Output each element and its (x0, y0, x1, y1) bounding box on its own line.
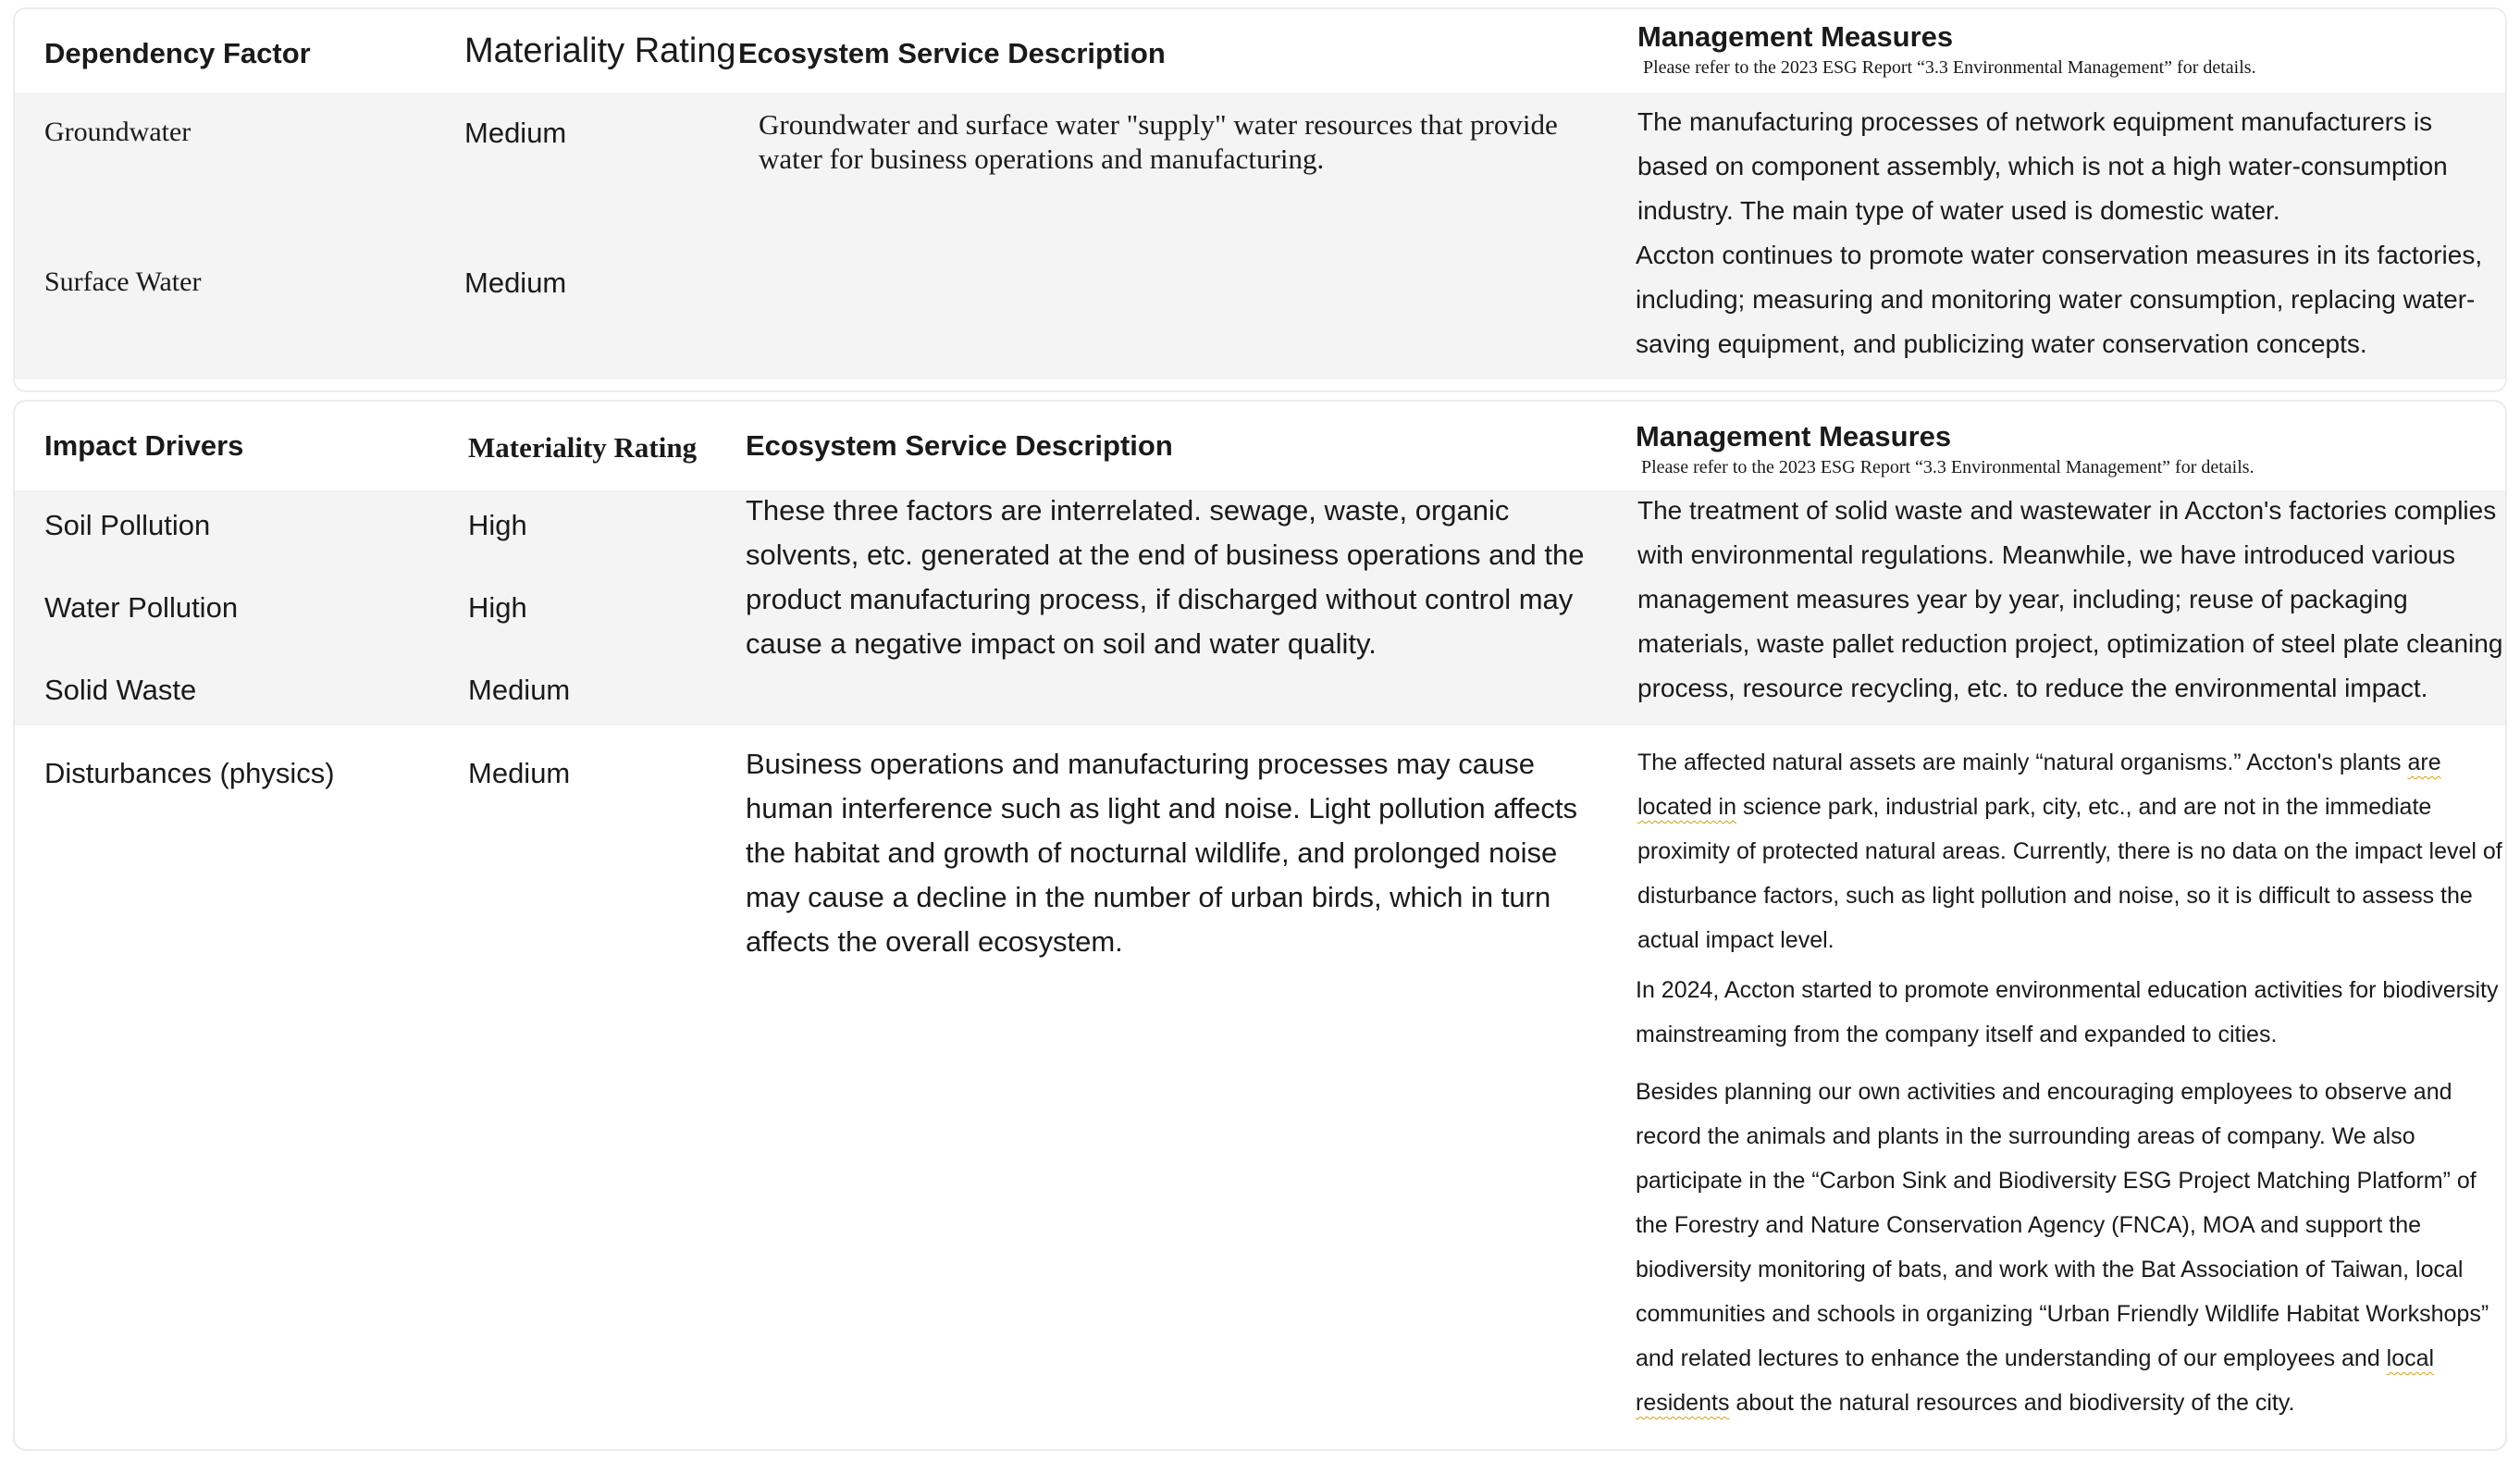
rating-water-pollution: High (468, 591, 527, 624)
impact-table (13, 400, 2507, 1451)
disturbance-measures-p2: In 2024, Accton started to promote environmental education activities for biodiversity mainstreaming from the company itself and expanded to cities. (1636, 977, 2499, 1047)
driver-solid-waste: Solid Waste (44, 674, 197, 706)
rating-disturbances: Medium (468, 757, 571, 789)
driver-water-pollution: Water Pollution (44, 591, 239, 624)
management-measures-note: Please refer to the 2023 ESG Report “3.3 Environmental Management” for details. (1643, 57, 2256, 78)
rating-soil-pollution: High (468, 509, 527, 541)
driver-soil-pollution: Soil Pollution (44, 509, 211, 541)
factor-surface-water: Surface Water (44, 266, 202, 297)
dependency-table (13, 7, 2507, 392)
p1-spellcheck: are located in (1637, 750, 2441, 820)
header-management-measures-2: Management Measures (1636, 420, 1952, 452)
p3-spellcheck: local residents (1636, 1345, 2435, 1416)
rating-solid-waste: Medium (468, 674, 571, 706)
header-dependency-factor: Dependency Factor (44, 37, 311, 69)
dependency-measures-text-1: The manufacturing processes of network equipment manufacturers is based on component assembly, which is not a high water-consumption industry. The main type of water used is domestic water. (1637, 107, 2448, 225)
header-ecosystem-description: Ecosystem Service Description (738, 37, 1166, 69)
dependency-description: Groundwater and surface water "supply" water resources that provide water for business operations and manufacturing. (759, 108, 1558, 175)
management-measures-note-2: Please refer to the 2023 ESG Report “3.3 Environmental Management” for details. (1641, 457, 2254, 477)
disturbance-description: Business operations and manufacturing processes may cause human interference such as light and noise. Light pollution affects the habitat and growth of nocturnal wildlife, and prolonged noise may cause a decline in the number of urban birds, which in turn affects the overall ecosystem. (746, 748, 1577, 958)
p3-text-b: about the natural resources and biodiversity of the city. (1729, 1390, 2295, 1416)
driver-disturbances: Disturbances (physics) (44, 757, 335, 789)
p1-text-a: The affected natural assets are mainly “natural organisms.” Accton's plants (1637, 750, 2408, 775)
dependency-measures-text-2: Accton continues to promote water conservation measures in its factories, including; measuring and monitoring water consumption, replacing water-saving equipment, and publicizing water conservation concepts. (1636, 241, 2483, 358)
p1-text-b: science park, industrial park, city, etc., and are not in the immediate proximity of protected natural areas. Currently, there is no data on the impact level of disturbance factors, such as light pollution and noise, so it is difficult to assess the actual impact level. (1637, 794, 2502, 953)
header-impact-drivers: Impact Drivers (44, 429, 244, 462)
header-materiality-rating: Materiality Rating (464, 31, 736, 70)
pollution-measures: The treatment of solid waste and wastewater in Accton's factories complies with environmental regulations. Meanwhile, we have introduced various management measures year by year, including; reuse of packaging materials, waste pallet reduction project, optimization of steel plate cleaning process, resource recycling, etc. to reduce the environmental impact. (1637, 496, 2503, 702)
pollution-description: These three factors are interrelated. sewage, waste, organic solvents, etc. generated at the end of business operations and the product manufacturing process, if discharged without control may cause a negative impact on soil and water quality. (746, 494, 1585, 660)
rating-groundwater: Medium (464, 117, 567, 149)
factor-groundwater: Groundwater (44, 117, 191, 147)
header-ecosystem-description-2: Ecosystem Service Description (746, 429, 1173, 462)
header-management-measures: Management Measures (1637, 20, 1954, 53)
header-materiality-rating-2: Materiality Rating (468, 431, 698, 464)
p3-text-a: Besides planning our own activities and encouraging employees to observe and record the animals and plants in the surrounding areas of company. We also participate in the “Carbon Sink and Biodiversity ESG Project Matching Platform” of the Forestry and Nature Conservation Agency (FNCA), MOA and support the biodiversity monitoring of bats, and work with the Bat Association of Taiwan, local communities and schools in organizing “Urban Friendly Wildlife Habitat Workshops” and related lectures to enhance the understanding of our employees and (1636, 1079, 2489, 1371)
disturbance-measures-p1 (1637, 740, 2512, 962)
rating-surface-water: Medium (464, 266, 567, 299)
disturbance-measures-p3 (1636, 1070, 2510, 1425)
